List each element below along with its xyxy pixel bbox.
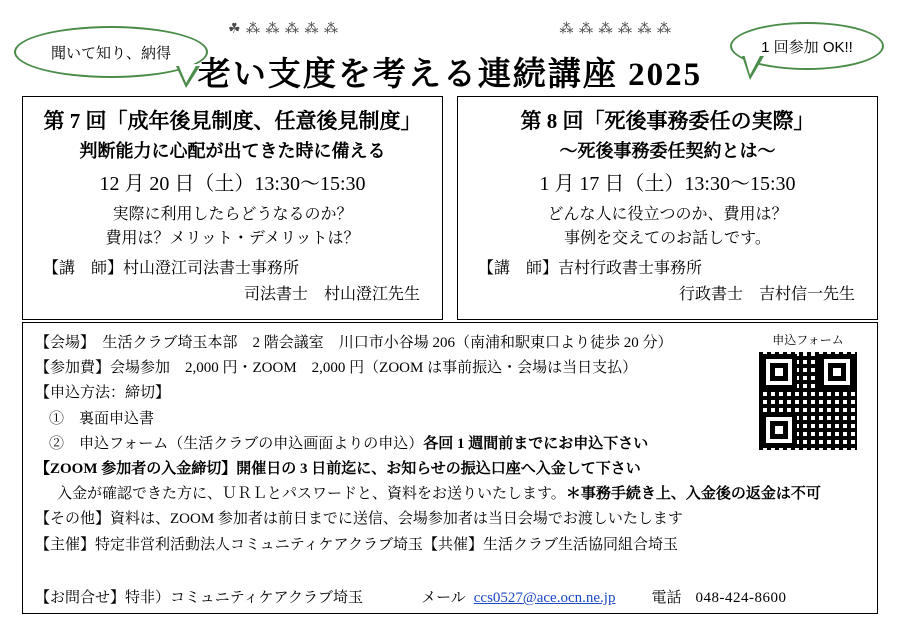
contact-mail-label: メール: [421, 590, 466, 606]
callout-bubble-left-text: 聞いて知り、納得: [50, 44, 171, 62]
session-7-title: 第 7 回「成年後見制度、任意後見制度」: [43, 109, 422, 133]
application-form-qr-block: [753, 331, 863, 452]
deco-glyphs-right: ⁂ ⁂ ⁂ ⁂ ⁂ ⁂: [559, 21, 672, 37]
session-8-subtitle: 〜死後事務委任契約とは〜: [559, 141, 776, 162]
detail-organizer: 【主催】特定非営利活動法人コミュニティケアクラブ埼玉【共催】生活クラブ生活協同組合埼玉: [35, 536, 679, 553]
session-7-datetime: 12 月 20 日（土）13:30〜15:30: [99, 172, 366, 195]
session-7-lecturer-name: 司法書士 村山澄江先生: [243, 285, 420, 303]
session-box-7: [22, 96, 443, 320]
deco-glyphs-left: ☘ ⁂ ⁂ ⁂ ⁂ ⁂: [228, 21, 340, 37]
session-8-lecturer-name: 行政書士 吉村信一先生: [678, 285, 855, 303]
details-box: [22, 322, 878, 614]
detail-zoom-payment-deadline: [35, 457, 867, 482]
session-8-lecturer-office: 【講 師】吉村行政書士事務所: [478, 260, 703, 278]
detail-after-payment-text: 入金が確認できた方に、ＵＲＬとパスワードと、資料をお送りいたします。: [57, 486, 566, 503]
top-decorative-band: [228, 16, 672, 42]
detail-other: 【その他】資料は、ZOOM 参加者は前日までに送信、会場参加者は当日会場でお渡しいたします: [35, 511, 683, 528]
detail-after-payment-emphasis: ＊事務手続き上、入金後の返金は不可: [565, 486, 821, 503]
session-8-line-2: 事例を交えてのお話しです。: [564, 230, 771, 248]
detail-apply-method-heading: 【申込方法：締切】: [35, 385, 171, 402]
detail-zoom-payment-deadline-text: 開催日の 3 日前迄に、お知らせの振込口座へ入金して下さい: [236, 460, 641, 477]
contact-organization: 【お問合せ】特非）コミュニティケアクラブ埼玉: [35, 590, 364, 606]
detail-apply-option-2-text: ② 申込フォーム（生活クラブの申込画面よりの申込）: [49, 435, 424, 452]
detail-venue: 【会場】 生活クラブ埼玉本部 2 階会議室 川口市小谷場 206（南浦和駅東口より徒歩 20 分）: [35, 335, 673, 351]
session-box-group: [22, 96, 878, 320]
contact-tel-number: 048-424-8600: [695, 590, 787, 606]
detail-apply-option-2: [35, 432, 867, 457]
qr-finder-bottom-left: [761, 412, 797, 448]
contact-tel-label: 電話: [651, 590, 682, 606]
session-box-8: [457, 96, 878, 320]
detail-zoom-payment-deadline-label: 【ZOOM 参加者の入金締切】: [35, 460, 237, 477]
session-7-line-2: 費用は？メリット・デメリットは？: [105, 230, 360, 248]
detail-apply-option-1: ① 裏面申込書: [49, 410, 155, 427]
detail-after-payment: [35, 482, 867, 507]
session-8-title: 第 8 回「死後事務委任の実際」: [520, 109, 815, 133]
qr-label: 申込フォーム: [772, 333, 844, 347]
page-title: 老い支度を考える連続講座 2025: [197, 57, 703, 93]
callout-bubble-right-text: 1 回参加 OK!!: [761, 38, 853, 56]
detail-apply-option-2-emphasis: 各回 1 週間前までにお申込下さい: [423, 435, 649, 452]
session-7-subtitle: 判断能力に心配が出てきた時に備える: [79, 141, 386, 162]
contact-row: [35, 586, 867, 607]
session-8-line-1: どんな人に役立つのか、費用は？: [547, 205, 788, 223]
qr-code-icon[interactable]: [757, 350, 859, 452]
session-7-line-1: 実際に利用したらどうなるのか？: [112, 205, 353, 223]
session-7-lecturer-office: 【講 師】村山澄江司法書士事務所: [43, 260, 300, 278]
session-8-datetime: 1 月 17 日（土）13:30〜15:30: [539, 172, 796, 195]
detail-fee: 【参加費】会場参加 2,000 円・ZOOM 2,000 円（ZOOM は事前振込・会場は当日支払）: [35, 360, 638, 377]
contact-mail-address[interactable]: ccs0527@ace.ocn.ne.jp: [473, 590, 616, 606]
